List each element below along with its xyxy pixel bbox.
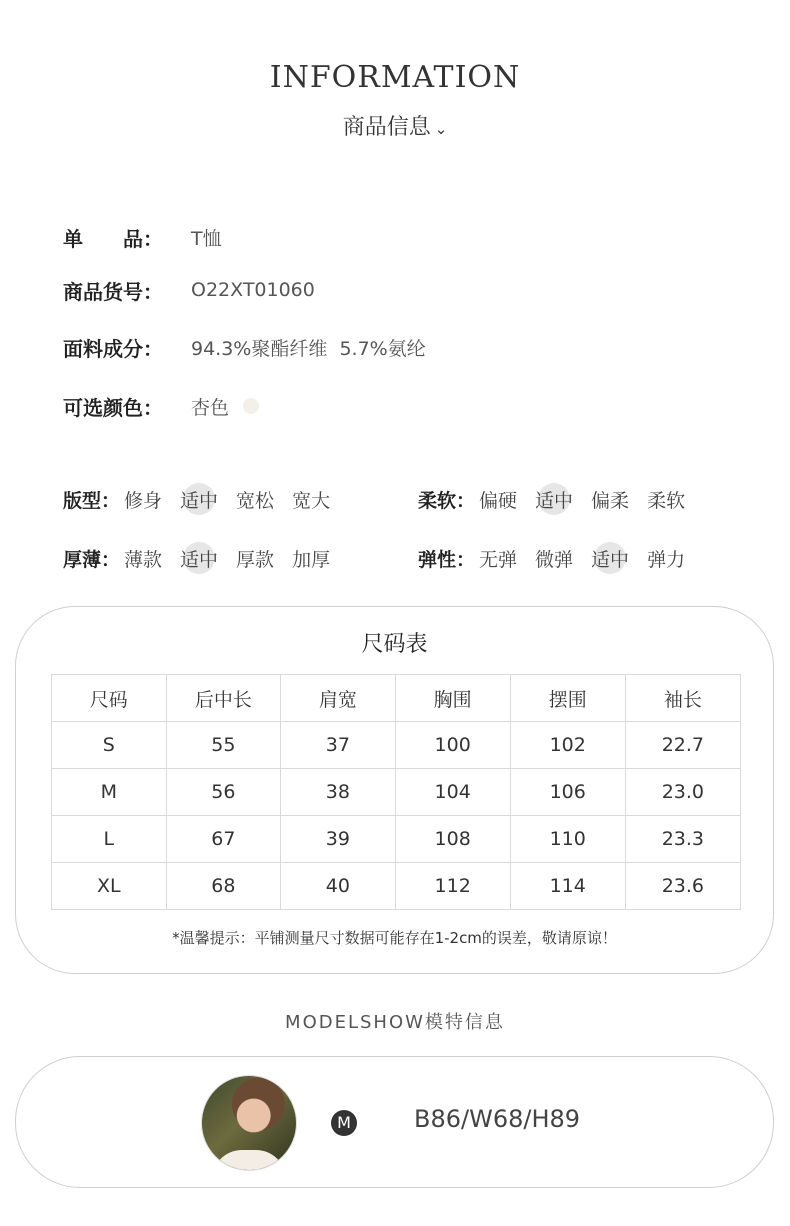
avatar-shirt	[212, 1150, 286, 1171]
info-label-color: 可选颜色：	[63, 395, 163, 420]
size-chart-card	[15, 606, 774, 974]
table-row	[52, 863, 741, 910]
table-cell: 68	[166, 863, 281, 910]
table-cell: 23.0	[625, 769, 740, 816]
page-title: INFORMATION	[269, 60, 521, 95]
attr-softness-option: 柔软	[647, 489, 686, 512]
attr-elasticity-label: 弹性：	[418, 548, 476, 571]
table-cell: 37	[281, 722, 396, 769]
table-cell: 56	[166, 769, 281, 816]
size-chart-note: *温馨提示：平铺测量尺寸数据可能存在1-2cm的误差，敬请原谅！	[172, 929, 617, 947]
attr-fit-option: 宽大	[292, 489, 331, 512]
attr-softness-option: 偏柔	[591, 489, 630, 512]
size-table	[51, 674, 741, 910]
table-header-cell: 后中长	[166, 675, 281, 722]
attr-elasticity	[418, 543, 703, 573]
table-cell: 23.6	[625, 863, 740, 910]
subtitle-text: 商品信息	[342, 115, 431, 140]
table-cell: 102	[510, 722, 625, 769]
attr-fit	[63, 484, 348, 514]
attr-softness-label: 柔软：	[418, 489, 476, 512]
info-value-code: O22XT01060	[191, 279, 315, 301]
attr-fit-option: 修身	[124, 489, 163, 512]
info-value-fabric: 94.3%聚酯纤维 5.7%氨纶	[191, 337, 426, 360]
table-cell: 55	[166, 722, 281, 769]
attr-softness-option-selected: 适中	[535, 486, 573, 513]
table-row	[52, 769, 741, 816]
info-value-item: T恤	[191, 227, 222, 250]
table-cell: S	[52, 722, 167, 769]
model-measurements: B86/W68/H89	[414, 1105, 581, 1133]
model-heading: MODELSHOW模特信息	[285, 1012, 505, 1033]
attr-elasticity-option: 微弹	[535, 548, 574, 571]
table-cell: 112	[395, 863, 510, 910]
table-cell: 108	[395, 816, 510, 863]
table-header-cell: 袖长	[625, 675, 740, 722]
table-header-cell: 胸围	[395, 675, 510, 722]
table-row	[52, 816, 741, 863]
color-swatch	[243, 398, 259, 414]
table-cell: 40	[281, 863, 396, 910]
table-header-cell: 摆围	[510, 675, 625, 722]
attr-thickness	[63, 543, 348, 573]
table-header-row	[52, 675, 741, 722]
table-cell: 106	[510, 769, 625, 816]
attr-elasticity-option: 弹力	[647, 548, 686, 571]
table-cell: 67	[166, 816, 281, 863]
attr-fit-option: 宽松	[236, 489, 275, 512]
attr-fit-label: 版型：	[63, 489, 121, 512]
size-chart-title: 尺码表	[361, 632, 428, 657]
info-row-code	[63, 275, 315, 305]
attr-elasticity-option: 无弹	[479, 548, 518, 571]
info-label-code: 商品货号：	[63, 279, 163, 304]
attr-fit-option-selected: 适中	[180, 486, 218, 513]
table-header-cell: 肩宽	[281, 675, 396, 722]
chevron-down-icon: ⌄	[434, 120, 448, 138]
info-row-color	[63, 391, 259, 421]
table-cell: 100	[395, 722, 510, 769]
info-row-item	[63, 222, 222, 252]
table-cell: 110	[510, 816, 625, 863]
table-cell: 39	[281, 816, 396, 863]
table-cell: L	[52, 816, 167, 863]
attr-thickness-option-selected: 适中	[180, 545, 218, 572]
attr-thickness-option: 加厚	[292, 548, 331, 571]
info-label-fabric: 面料成分：	[63, 336, 163, 361]
table-cell: XL	[52, 863, 167, 910]
attr-thickness-option: 厚款	[236, 548, 275, 571]
attr-thickness-label: 厚薄：	[63, 548, 121, 571]
model-avatar	[201, 1075, 297, 1171]
table-cell: M	[52, 769, 167, 816]
info-label-item: 单 品：	[63, 226, 163, 251]
table-cell: 114	[510, 863, 625, 910]
page-subtitle	[0, 110, 790, 141]
attr-softness-option: 偏硬	[479, 489, 518, 512]
table-row	[52, 722, 741, 769]
info-value-color: 杏色	[191, 396, 230, 419]
table-cell: 38	[281, 769, 396, 816]
model-info-card	[15, 1056, 774, 1188]
attr-thickness-option: 薄款	[124, 548, 163, 571]
model-size-badge: M	[331, 1110, 357, 1136]
table-cell: 23.3	[625, 816, 740, 863]
attr-elasticity-option-selected: 适中	[591, 545, 629, 572]
attr-softness	[418, 484, 703, 514]
table-cell: 22.7	[625, 722, 740, 769]
table-cell: 104	[395, 769, 510, 816]
table-header-cell: 尺码	[52, 675, 167, 722]
info-row-fabric	[63, 332, 426, 362]
